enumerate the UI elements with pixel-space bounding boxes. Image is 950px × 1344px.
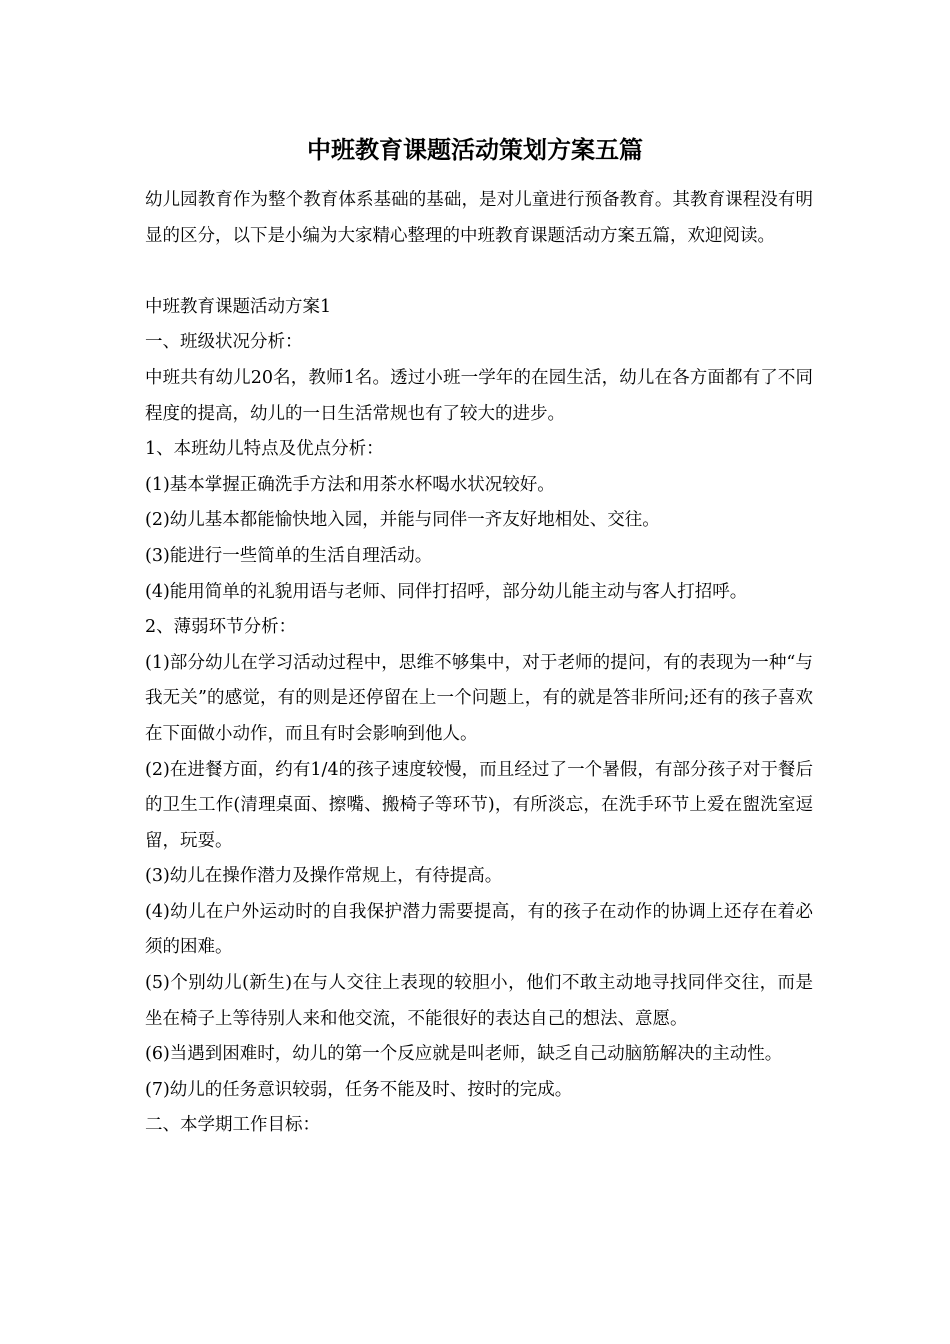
list-item: (4)能用简单的礼貌用语与老师、同伴打招呼，部分幼儿能主动与客人打招呼。: [145, 581, 748, 602]
list-item: (1)基本掌握正确洗手方法和用茶水杯喝水状况较好。: [145, 474, 555, 495]
intro-paragraph: 幼儿园教育作为整个教育体系基础的基础，是对儿童进行预备教育。其教育课程没有明显的区分，以下是小编为大家精心整理的中班教育课题活动方案五篇，欢迎阅读。: [145, 190, 813, 246]
subheading-strengths: 1、本班幼儿特点及优点分析：: [145, 439, 384, 460]
list-item: (1)部分幼儿在学习活动过程中，思维不够集中，对于老师的提问，有的表现为一种“与我无关”的感觉，有的则是还停留在上一个问题上，有的就是答非所问;还有的孩子喜欢在下面做小动作，而且有时会影响到他人。: [145, 652, 813, 744]
paragraph: 中班共有幼儿20名，教师1名。透过小班一学年的在园生活，幼儿在各方面都有了不同程度的提高，幼儿的一日生活常规也有了较大的进步。: [145, 367, 813, 424]
heading-semester-goals: 二、本学期工作目标：: [145, 1115, 320, 1136]
subheading-weaknesses: 2、薄弱环节分析：: [145, 617, 297, 638]
list-item: (5)个别幼儿(新生)在与人交往上表现的较胆小，他们不敢主动地寻找同伴交往，而是坐在椅子上等待别人来和他交流，不能很好的表达自己的想法、意愿。: [145, 973, 813, 1029]
heading-class-analysis: 一、班级状况分析：: [145, 332, 303, 353]
document-title: 中班教育课题活动策划方案五篇: [307, 135, 643, 164]
section-title: 中班教育课题活动方案1: [145, 296, 332, 317]
list-item: (4)幼儿在户外运动时的自我保护潜力需要提高，有的孩子在动作的协调上还存在着必须的困难。: [145, 901, 813, 958]
list-item: (3)能进行一些简单的生活自理活动。: [145, 545, 433, 566]
list-item: (6)当遇到困难时，幼儿的第一个反应就是叫老师，缺乏自己动脑筋解决的主动性。: [145, 1044, 783, 1065]
list-item: (7)幼儿的任务意识较弱，任务不能及时、按时的完成。: [145, 1079, 573, 1100]
document-body: [145, 183, 813, 1144]
list-item: (2)在进餐方面，约有1/4的孩子速度较慢，而且经过了一个暑假，有部分孩子对于餐后的卫生工作(清理桌面、擦嘴、搬椅子等环节)，有所淡忘，在洗手环节上爱在盥洗室逗留，玩耍。: [145, 759, 813, 851]
list-item: (2)幼儿基本都能愉快地入园，并能与同伴一齐友好地相处、交往。: [145, 510, 660, 531]
list-item: (3)幼儿在操作潜力及操作常规上，有待提高。: [145, 866, 503, 887]
blank-line: [145, 254, 813, 290]
